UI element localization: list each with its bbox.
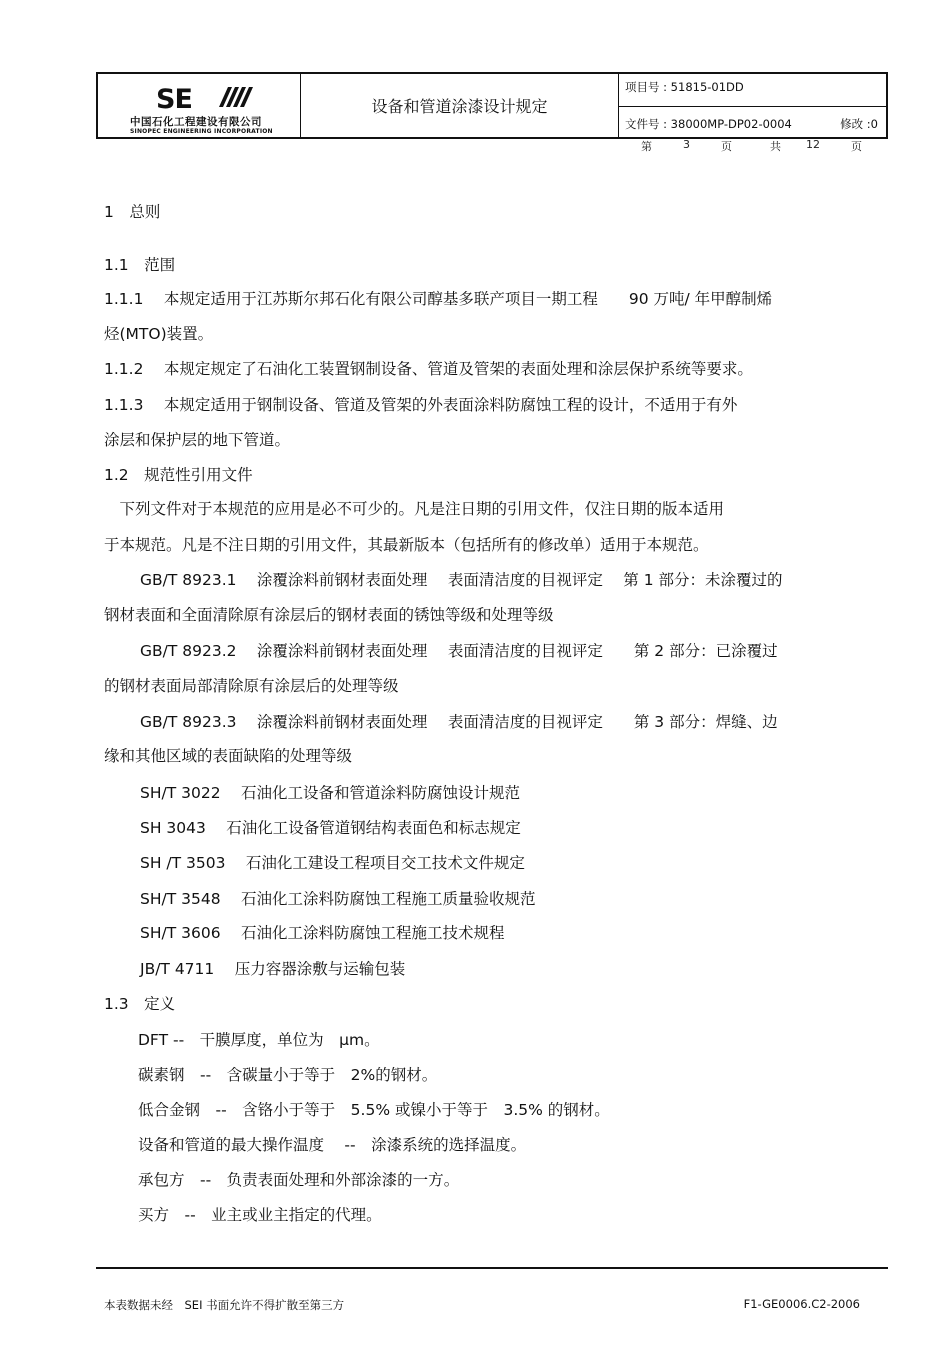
page-total: 12: [806, 138, 820, 151]
subsection-heading: 1.2 规范性引用文件: [104, 466, 253, 484]
paragraph-line: 涂层和保护层的地下管道。: [104, 431, 291, 449]
page-number: 3: [683, 138, 690, 151]
reference-item: SH/T 3606 石油化工涂料防腐蚀工程施工技术规程: [140, 924, 505, 942]
paragraph-line: 烃(MTO)装置。: [104, 325, 214, 343]
paragraph-line: 缘和其他区域的表面缺陷的处理等级: [104, 747, 353, 765]
footer-notice: 本表数据未经 SEI 书面允许不得扩散至第三方: [104, 1298, 345, 1312]
paragraph-line: 钢材表面和全面清除原有涂层后的钢材表面的锈蚀等级和处理等级: [104, 606, 554, 624]
reference-item: GB/T 8923.2 涂覆涂料前钢材表面处理 表面清洁度的目视评定 第 2 部分：已涂覆过: [140, 642, 778, 660]
paragraph-line: 1.1.1 本规定适用于江苏斯尔邦石化有限公司醇基多联产项目一期工程 90 万吨/ 年甲醇制烯: [104, 290, 773, 308]
footer-form-number: F1-GE0006.C2-2006: [743, 1297, 860, 1311]
paragraph-line: 1.1.3 本规定适用于钢制设备、管道及管架的外表面涂料防腐蚀工程的设计，不适用于有外: [104, 396, 738, 414]
document-title: 设备和管道涂漆设计规定: [301, 74, 619, 137]
company-logo: [98, 74, 301, 137]
subsection-heading: 1.1 范围: [104, 256, 176, 274]
definition-item: DFT -- 干膜厚度，单位为 μm。: [138, 1031, 380, 1049]
section-heading: 1 总则: [104, 203, 161, 221]
page-label-ye: 页: [721, 140, 732, 153]
logo-slash-icon: [211, 85, 253, 109]
footer-rule: [96, 1267, 888, 1269]
document-header: [96, 72, 888, 139]
definition-item: 碳素钢 -- 含碳量小于等于 2%的钢材。: [138, 1066, 438, 1084]
reference-item: SH /T 3503 石油化工建设工程项目交工技术文件规定: [140, 854, 525, 872]
page-label-gong: 共: [770, 140, 781, 153]
paragraph-line: 下列文件对于本规范的应用是必不可少的。凡是注日期的引用文件，仅注日期的版本适用: [104, 500, 725, 518]
project-number: 项目号 : 51815-01DD: [625, 80, 744, 94]
logo-company-en: SINOPEC ENGINEERING INCORPORATION: [130, 128, 273, 135]
reference-item: GB/T 8923.1 涂覆涂料前钢材表面处理 表面清洁度的目视评定 第 1 部分：未涂覆过的: [140, 571, 783, 589]
paragraph-line: 于本规范。凡是不注日期的引用文件，其最新版本（包括所有的修改单）适用于本规范。: [104, 536, 709, 554]
reference-item: SH 3043 石油化工设备管道钢结构表面色和标志规定: [140, 819, 521, 837]
definition-item: 买方 -- 业主或业主指定的代理。: [138, 1206, 382, 1224]
reference-item: GB/T 8923.3 涂覆涂料前钢材表面处理 表面清洁度的目视评定 第 3 部分：焊缝、边: [140, 713, 778, 731]
logo-mark: SE: [156, 84, 192, 115]
revision-number: 修改 :0: [840, 117, 878, 131]
logo-company-cn: 中国石化工程建设有限公司: [130, 116, 262, 128]
paragraph-line: 的钢材表面局部清除原有涂层后的处理等级: [104, 677, 399, 695]
reference-item: JB/T 4711 压力容器涂敷与运输包装: [140, 960, 406, 978]
paragraph-line: 1.1.2 本规定规定了石油化工装置钢制设备、管道及管架的表面处理和涂层保护系统等要求。: [104, 360, 753, 378]
page-label-di: 第: [641, 140, 652, 153]
file-number: 文件号 : 38000MP-DP02-0004: [625, 117, 792, 131]
page-label-ye-2: 页: [851, 140, 862, 153]
definition-item: 设备和管道的最大操作温度 -- 涂漆系统的选择温度。: [138, 1136, 527, 1154]
definition-item: 低合金钢 -- 含铬小于等于 5.5% 或镍小于等于 3.5% 的钢材。: [138, 1101, 610, 1119]
reference-item: SH/T 3022 石油化工设备和管道涂料防腐蚀设计规范: [140, 784, 520, 802]
meta-divider: [619, 106, 886, 107]
subsection-heading: 1.3 定义: [104, 995, 176, 1013]
reference-item: SH/T 3548 石油化工涂料防腐蚀工程施工质量验收规范: [140, 890, 536, 908]
definition-item: 承包方 -- 负责表面处理和外部涂漆的一方。: [138, 1171, 460, 1189]
document-meta: [619, 74, 886, 137]
